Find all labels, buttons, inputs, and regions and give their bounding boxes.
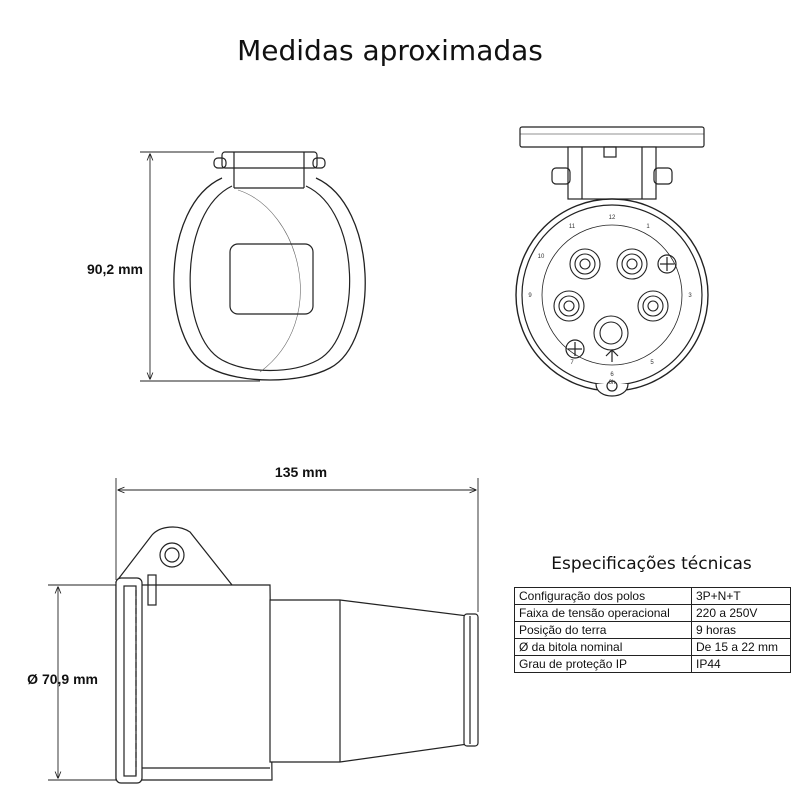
page-title: Medidas aproximadas [237, 34, 543, 67]
spec-value: 220 a 250V [692, 605, 791, 622]
clock-label-9: 9 [528, 293, 532, 299]
table-row [515, 656, 791, 673]
spec-value: De 15 a 22 mm [692, 639, 791, 656]
table-row [515, 588, 791, 605]
length-dimension-label: 135 mm [274, 464, 328, 480]
height-dimension-label: 90,2 mm [86, 261, 143, 277]
clock-label-5: 5 [650, 360, 654, 366]
spec-value: IP44 [692, 656, 791, 673]
diameter-dimension-label: Ø 70,9 mm [27, 671, 98, 687]
spec-label: Faixa de tensão operacional [515, 605, 692, 622]
side-view-socket [116, 527, 478, 783]
table-row [515, 639, 791, 656]
table-row [515, 605, 791, 622]
height-dimension [140, 152, 260, 381]
spec-value: 3P+N+T [692, 588, 791, 605]
face-view-socket [516, 127, 708, 396]
clock-label-1: 1 [646, 224, 650, 230]
spec-label: Posição do terra [515, 622, 692, 639]
spec-label: Grau de proteção IP [515, 656, 692, 673]
clock-label-3: 3 [688, 293, 692, 299]
clock-label-6h: 6h [608, 380, 616, 386]
clock-label-7: 7 [570, 360, 574, 366]
table-row [515, 622, 791, 639]
clock-label-6: 6 [610, 372, 614, 378]
clock-label-10: 10 [537, 254, 545, 260]
front-view-cap [174, 152, 365, 380]
spec-label: Ø da bitola nominal [515, 639, 692, 656]
clock-label-11: 11 [568, 224, 576, 230]
spec-value: 9 horas [692, 622, 791, 639]
specs-title: Especificações técnicas [551, 554, 752, 574]
spec-label: Configuração dos polos [515, 588, 692, 605]
specs-table [514, 587, 791, 673]
clock-label-12: 12 [608, 215, 616, 221]
